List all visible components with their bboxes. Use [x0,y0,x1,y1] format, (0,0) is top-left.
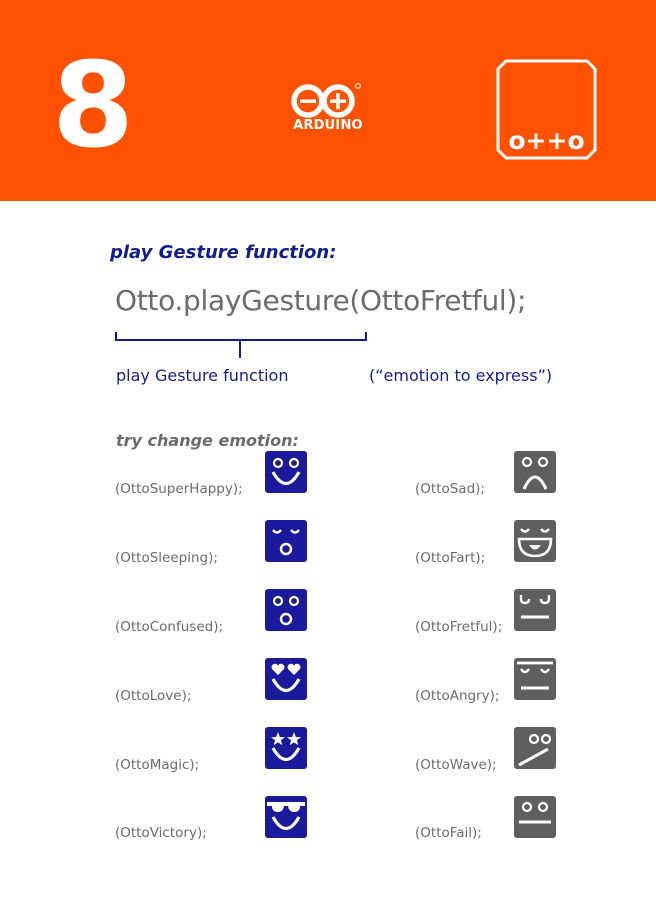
gesture-label: (OttoMagic); [115,757,200,773]
love-face-icon [265,658,307,700]
gesture-label: (OttoLove); [115,688,192,704]
gesture-label: (OttoSuperHappy); [115,481,243,497]
arduino-infinity-icon [286,80,370,120]
page-number: 8 [52,36,135,174]
victory-face-icon [265,796,307,838]
wave-face-icon [514,727,556,769]
gesture-label: (OttoVictory); [115,825,207,841]
angry-face-icon [514,658,556,700]
gesture-label: (OttoFart); [415,550,486,566]
header-banner [0,0,656,201]
fart-face-icon [514,520,556,562]
magic-face-icon [265,727,307,769]
fail-face-icon [514,796,556,838]
gesture-label: (OttoSleeping); [115,550,218,566]
section-title: play Gesture function: [110,242,337,263]
gesture-label: (OttoFail); [415,825,482,841]
arduino-logo [286,80,370,140]
gesture-label: (OttoSad); [415,481,485,497]
function-label: play Gesture function [116,366,289,385]
function-bracket [114,330,368,362]
otto-wordmark: o++o [508,126,585,155]
argument-label: (“emotion to express”) [369,366,553,385]
gesture-label: (OttoAngry); [415,688,500,704]
gesture-label: (OttoFretful); [415,619,503,635]
otto-logo [496,59,597,160]
try-label: try change emotion: [116,431,299,450]
confused-face-icon [265,589,307,631]
super-happy-face-icon [265,451,307,493]
sleeping-face-icon [265,520,307,562]
sad-face-icon [514,451,556,493]
arduino-wordmark: ARDUINO [293,118,363,133]
gesture-label: (OttoWave); [415,757,497,773]
fretful-face-icon [514,589,556,631]
code-example: Otto.playGesture(OttoFretful); [115,284,527,317]
gesture-label: (OttoConfused); [115,619,224,635]
